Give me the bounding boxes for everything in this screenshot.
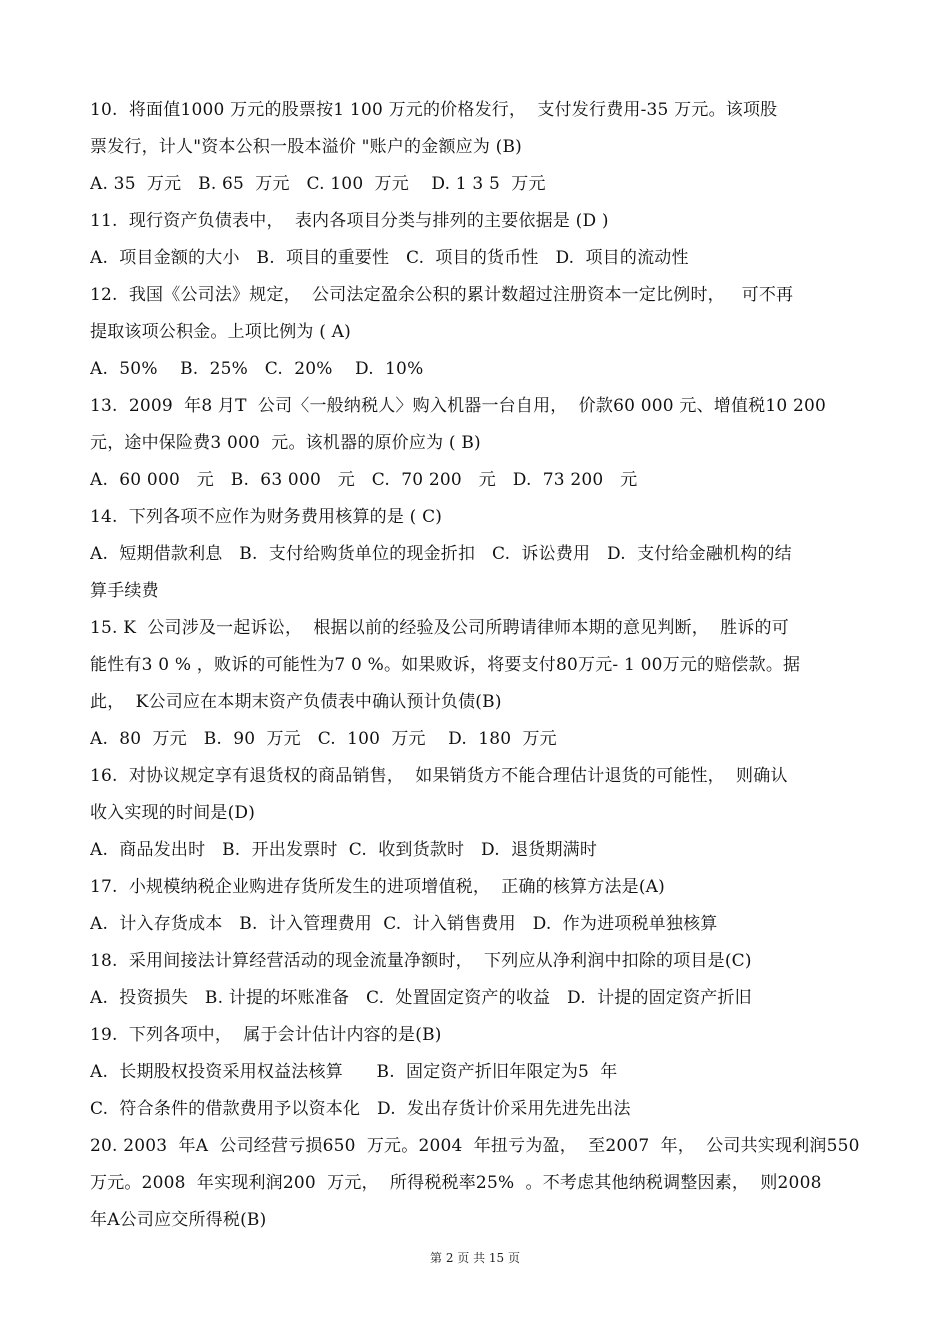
text-line: A. 项目金额的大小 B. 项目的重要性 C. 项目的货币性 D. 项目的流动性: [90, 248, 689, 268]
text-line: A. 短期借款利息 B. 支付给购货单位的现金折扣 C. 诉讼费用 D. 支付给金融机构的结: [90, 544, 792, 564]
text-line: 11. 现行资产负债表中， 表内各项目分类与排列的主要依据是 (D ): [90, 211, 609, 231]
text-line: 16. 对协议规定享有退货权的商品销售， 如果销货方不能合理估计退货的可能性， 则确认: [90, 766, 788, 786]
text-line: 15. K 公司涉及一起诉讼， 根据以前的经验及公司所聘请律师本期的意见判断， 胜诉的可: [90, 618, 789, 638]
question-text-block: [90, 92, 870, 1239]
text-line: 万元。2008 年实现利润200 万元， 所得税税率25% 。不考虑其他纳税调整因素， 则2008: [90, 1173, 822, 1193]
text-line: 收入实现的时间是(D): [90, 803, 256, 823]
text-line: 票发行，计人"资本公积一股本溢价 "账户的金额应为 (B): [90, 137, 523, 157]
text-line: 12. 我国《公司法》规定， 公司法定盈余公积的累计数超过注册资本一定比例时， 可不再: [90, 285, 794, 305]
text-line: A. 投资损失 B. 计提的坏账准备 C. 处置固定资产的收益 D. 计提的固定资产折旧: [90, 988, 752, 1008]
page-number-footer: 第 2 页 共 15 页: [430, 1251, 520, 1265]
text-line: A. 60 000 元 B. 63 000 元 C. 70 200 元 D. 73 200 元: [90, 470, 638, 490]
text-line: A. 80 万元 B. 90 万元 C. 100 万元 D. 180 万元: [90, 729, 557, 749]
text-line: 10. 将面值1000 万元的股票按1 100 万元的价格发行， 支付发行费用-35 万元。该项股: [90, 100, 778, 120]
text-line: 算手续费: [90, 581, 159, 601]
text-line: 年A公司应交所得税(B): [90, 1210, 267, 1230]
text-line: 18. 采用间接法计算经营活动的现金流量净额时， 下列应从净利润中扣除的项目是(C): [90, 951, 752, 971]
text-line: 19. 下列各项中， 属于会计估计内容的是(B): [90, 1025, 442, 1045]
text-line: C. 符合条件的借款费用予以资本化 D. 发出存货计价采用先进先出法: [90, 1099, 631, 1119]
text-line: 提取该项公积金。上项比例为 ( A): [90, 322, 351, 342]
text-line: 13. 2009 年8 月T 公司〈一般纳税人〉购入机器一台自用， 价款60 000 元、增值税10 200: [90, 396, 827, 416]
text-line: 14. 下列各项不应作为财务费用核算的是 ( C): [90, 507, 443, 527]
text-line: A. 35 万元 B. 65 万元 C. 100 万元 D. 1 3 5 万元: [90, 174, 546, 194]
text-line: 此， K公司应在本期末资产负债表中确认预计负债(B): [90, 692, 502, 712]
text-line: A. 商品发出时 B. 开出发票时 C. 收到货款时 D. 退货期满时: [90, 840, 598, 860]
text-line: A. 计入存货成本 B. 计入管理费用 C. 计入销售费用 D. 作为进项税单独核算: [90, 914, 718, 934]
text-line: A. 50% B. 25% C. 20% D. 10%: [90, 359, 424, 379]
text-line: 能性有3 0 % ，败诉的可能性为7 0 %。如果败诉，将要支付80万元- 1 00万元的赔偿款。据: [90, 655, 801, 675]
text-line: 元，途中保险费3 000 元。该机器的原价应为 ( B): [90, 433, 481, 453]
text-line: 17. 小规模纳税企业购进存货所发生的进项增值税， 正确的核算方法是(A): [90, 877, 665, 897]
text-line: 20. 2003 年A 公司经营亏损650 万元。2004 年扭亏为盈， 至2007 年， 公司共实现利润550: [90, 1136, 860, 1156]
text-line: A. 长期股权投资采用权益法核算 B. 固定资产折旧年限定为5 年: [90, 1062, 618, 1082]
